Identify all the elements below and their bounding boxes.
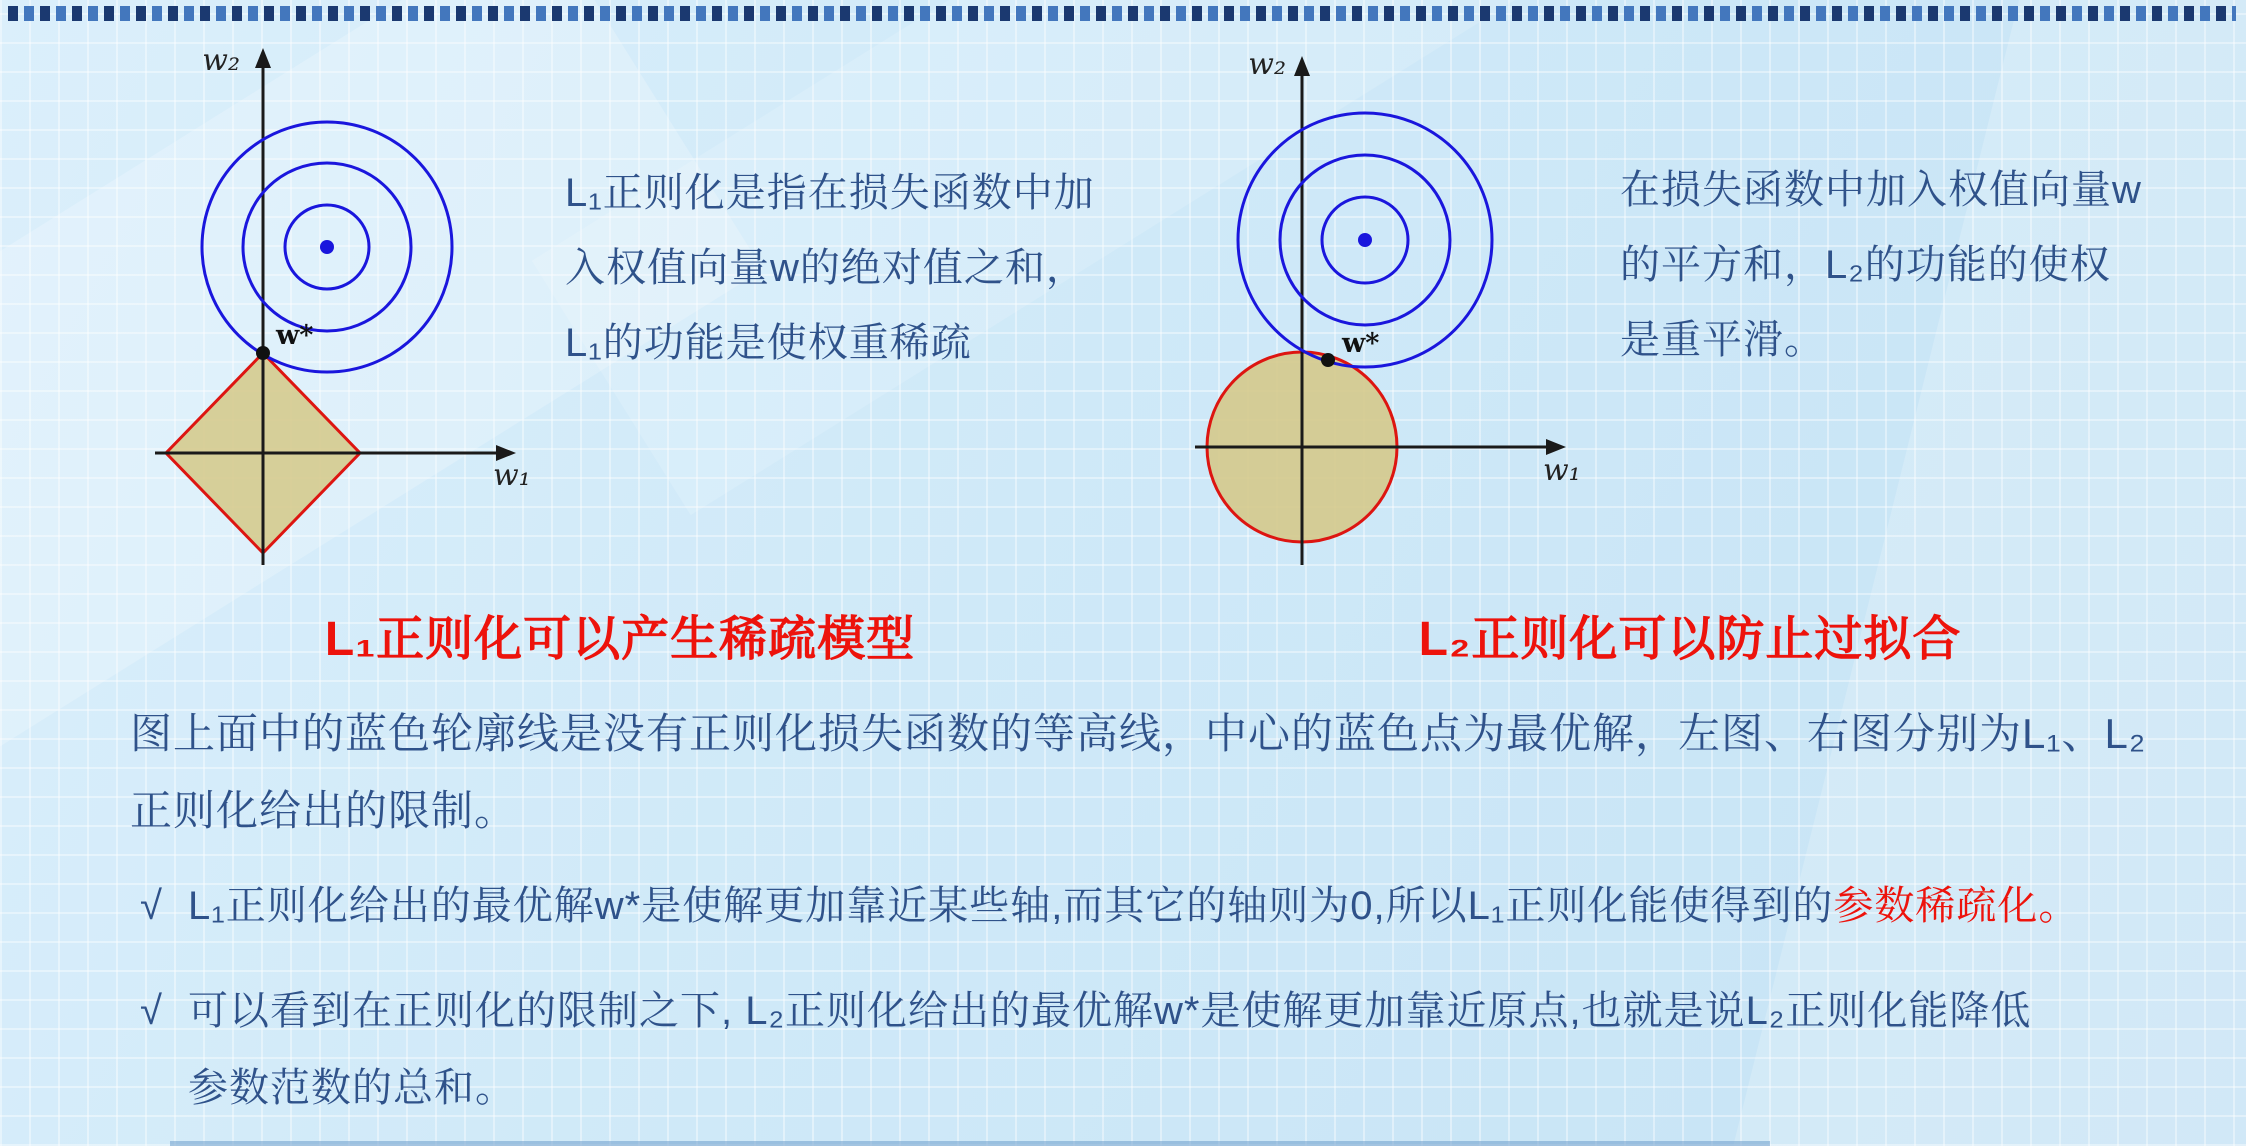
w1-axis-label: w₁ — [493, 458, 531, 493]
top-dotted-border — [8, 6, 2236, 21]
bullet-l1-highlight: 参数稀疏化。 — [1833, 884, 2080, 928]
l1-diagram — [100, 40, 560, 570]
bullet-l2-line1: 可以看到在正则化的限制之下, L₂正则化给出的最优解w*是使解更加靠近原点,也就是说L₂正则化能降低 — [188, 989, 2032, 1033]
bottom-edge-strip — [170, 1141, 1770, 1146]
l1-caption: L₁正则化可以产生稀疏模型 — [324, 613, 916, 666]
w2-axis-label: w₂ — [202, 43, 240, 78]
l2-note-line2: 的平方和，L₂的功能的使权 — [1620, 243, 2111, 287]
l1-note-line2: 入权值向量w的绝对值之和， — [565, 246, 1087, 290]
l2-note-line1: 在损失函数中加入权值向量w — [1620, 168, 2142, 212]
w2-axis-arrow — [255, 48, 271, 68]
wstar-dot — [256, 346, 270, 360]
l2-diagram — [1140, 40, 1620, 570]
bullet-l2-line2: 参数范数的总和。 — [188, 1066, 516, 1110]
bullet-l1-text: L₁正则化给出的最优解w*是使解更加靠近某些轴,而其它的轴则为0,所以L₁正则化能使得到的参数稀疏化。 — [188, 884, 2080, 928]
check-mark-icon: √ — [140, 884, 163, 928]
bullet-l1 — [140, 868, 2245, 945]
w1-axis-label: w₁ — [1543, 453, 1581, 488]
optimum-dot — [320, 240, 334, 254]
optimum-dot — [1358, 233, 1372, 247]
wstar-dot — [1321, 353, 1335, 367]
explanation-line2: 正则化给出的限制。 — [130, 787, 518, 834]
wstar-label: w* — [276, 320, 314, 351]
explanation-paragraph — [130, 695, 2240, 849]
check-mark-icon: √ — [140, 989, 163, 1033]
l1-note — [565, 156, 1165, 381]
bullet-l2 — [140, 973, 2245, 1127]
l2-note-line3: 是重平滑。 — [1620, 318, 1825, 362]
w2-axis-label: w₂ — [1248, 47, 1286, 82]
l1-note-line3: L₁的功能是使权重稀疏 — [565, 321, 972, 365]
l1-note-line1: L₁正则化是指在损失函数中加 — [565, 171, 1095, 215]
l2-note — [1620, 153, 2240, 378]
l2-caption: L₂正则化可以防止过拟合 — [1418, 613, 1962, 666]
wstar-label: w* — [1342, 328, 1380, 359]
explanation-line1: 图上面中的蓝色轮廓线是没有正则化损失函数的等高线，中心的蓝色点为最优解，左图、右图分别为L₁、L₂ — [130, 710, 2147, 757]
w2-axis-arrow — [1294, 56, 1310, 76]
